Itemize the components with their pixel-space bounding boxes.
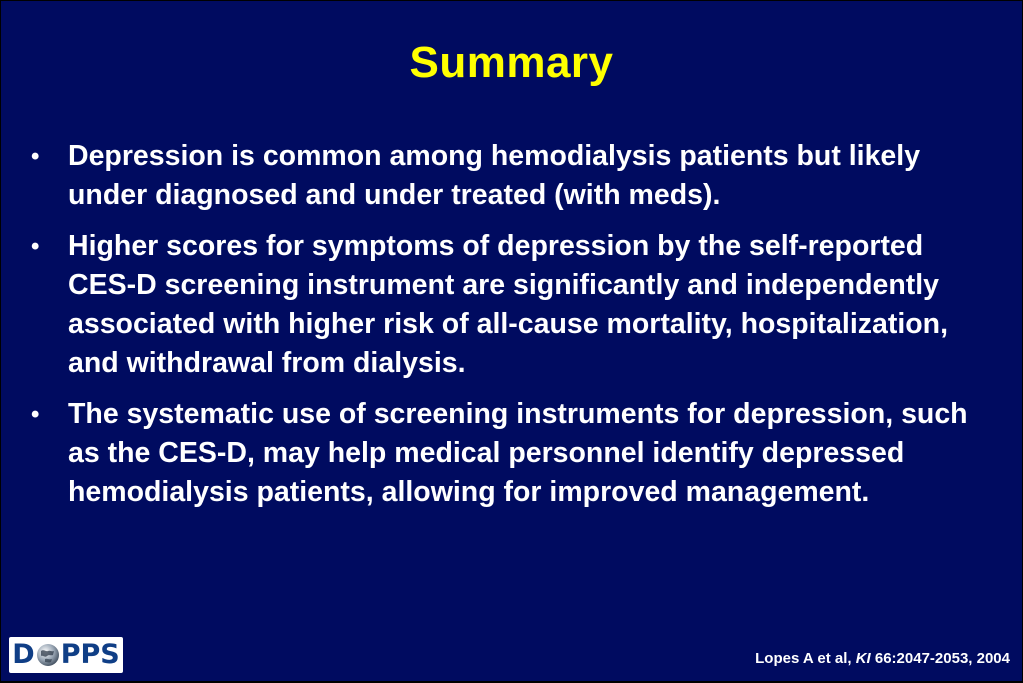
citation-authors: Lopes A et al, — [755, 650, 856, 667]
logo-wordmark — [12, 637, 119, 673]
citation — [755, 649, 1010, 669]
slide-title: Summary — [409, 38, 614, 87]
bullet-text: The systematic use of screening instruments for depression, such as the CES-D, may help medical personnel identify depressed hemodialysis patients, allowing for improved management. — [68, 398, 968, 508]
bullet-marker: • — [31, 143, 40, 170]
dopps-logo — [9, 637, 123, 673]
bullet-list — [31, 137, 996, 524]
bullet-marker: • — [31, 401, 40, 428]
globe-icon — [36, 643, 60, 667]
logo-text-end: PPS — [60, 639, 120, 670]
citation-details: 66:2047-2053, 2004 — [870, 650, 1010, 667]
bullet-item — [31, 137, 996, 215]
bullet-text: Depression is common among hemodialysis patients but likely under diagnosed and under treated (with meds). — [68, 140, 921, 211]
logo-text-start: D — [12, 639, 35, 670]
bullet-item — [31, 395, 996, 512]
bullet-text: Higher scores for symptoms of depression by the self-reported CES-D screening instrument are significantly and independently associated with higher risk of all-cause mortality, hospitalization, and withdrawal from dialysis. — [68, 230, 949, 379]
bullet-item — [31, 227, 996, 383]
citation-journal: KI — [855, 650, 871, 667]
bullet-marker: • — [31, 233, 40, 260]
slide — [1, 1, 1022, 681]
